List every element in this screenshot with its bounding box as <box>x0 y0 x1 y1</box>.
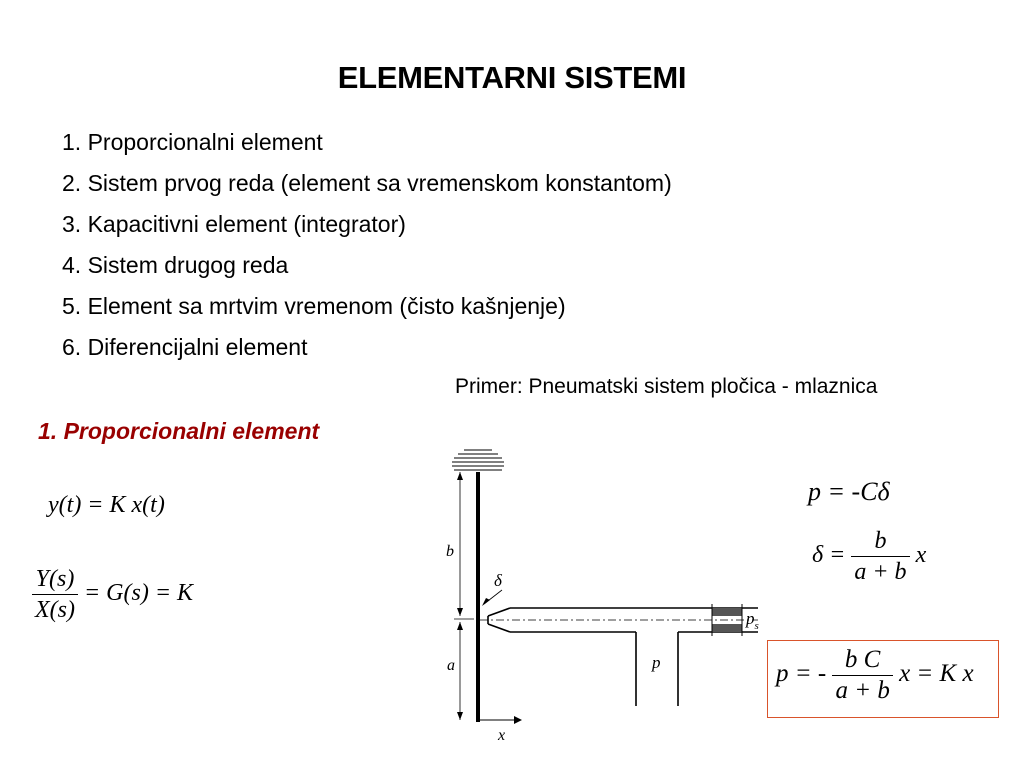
fraction-numerator: b C <box>832 647 892 676</box>
label-b: b <box>446 543 454 560</box>
label-a: a <box>447 657 455 674</box>
equation-rhs: x <box>915 542 927 569</box>
equation-rhs: x = K x <box>899 660 974 688</box>
delta-fraction <box>851 528 909 585</box>
fraction-denominator: a + b <box>854 559 907 585</box>
fraction-denominator: a + b <box>835 677 890 704</box>
equation-result <box>776 647 974 704</box>
dimension-arrowhead <box>457 608 463 616</box>
list-item: 1. Proporcionalni element <box>62 129 323 155</box>
list-item: 3. Kapacitivni element (integrator) <box>62 211 406 237</box>
dimension-arrowhead <box>457 622 463 630</box>
equation-text: y(t) = K x(t) <box>48 492 165 518</box>
x-arrowhead <box>514 716 522 724</box>
nozzle-pipe <box>488 608 758 706</box>
label-ps-main: p <box>746 609 755 628</box>
dimension-arrowhead <box>457 712 463 720</box>
result-box <box>767 640 999 718</box>
dimension-arrowhead <box>457 472 463 480</box>
transfer-fraction <box>32 566 78 623</box>
fraction-numerator: b <box>851 528 909 557</box>
orifice-restriction <box>712 608 742 616</box>
equation-time-domain <box>48 492 165 519</box>
equation-rhs: = G(s) = K <box>83 580 194 607</box>
fraction-denominator: X(s) <box>35 597 75 623</box>
slide-title: ELEMENTARNI SISTEMI <box>337 60 687 95</box>
orifice-restriction <box>712 624 742 632</box>
label-ps-subscript: s <box>754 620 759 632</box>
label-delta: δ <box>494 571 502 590</box>
flapper-nozzle-diagram <box>440 448 770 758</box>
list-item: 2. Sistem prvog reda (element sa vremenskom konstantom) <box>62 170 672 196</box>
label-p: p <box>652 653 661 672</box>
list-item: 6. Diferencijalni element <box>62 334 308 360</box>
section-heading: 1. Proporcionalni element <box>38 418 320 444</box>
list-item: 5. Element sa mrtvim vremenom (čisto kašnjenje) <box>62 293 566 319</box>
example-caption: Primer: Pneumatski sistem pločica - mlaznica <box>455 375 878 398</box>
delta-arrowhead <box>482 598 490 606</box>
pivot-support <box>452 450 504 470</box>
fraction-numerator: Y(s) <box>32 566 78 595</box>
equation-lhs: δ = <box>812 542 846 569</box>
equation-lhs: p = - <box>776 660 827 688</box>
topic-list <box>62 125 672 371</box>
equation-delta <box>812 528 926 585</box>
equation-pressure <box>808 477 890 507</box>
equation-text: p = -Cδ <box>808 477 890 506</box>
label-x: x <box>498 727 506 744</box>
result-fraction <box>832 647 892 704</box>
equation-transfer-function <box>32 566 193 623</box>
label-ps <box>745 609 759 632</box>
list-item: 4. Sistem drugog reda <box>62 252 289 278</box>
